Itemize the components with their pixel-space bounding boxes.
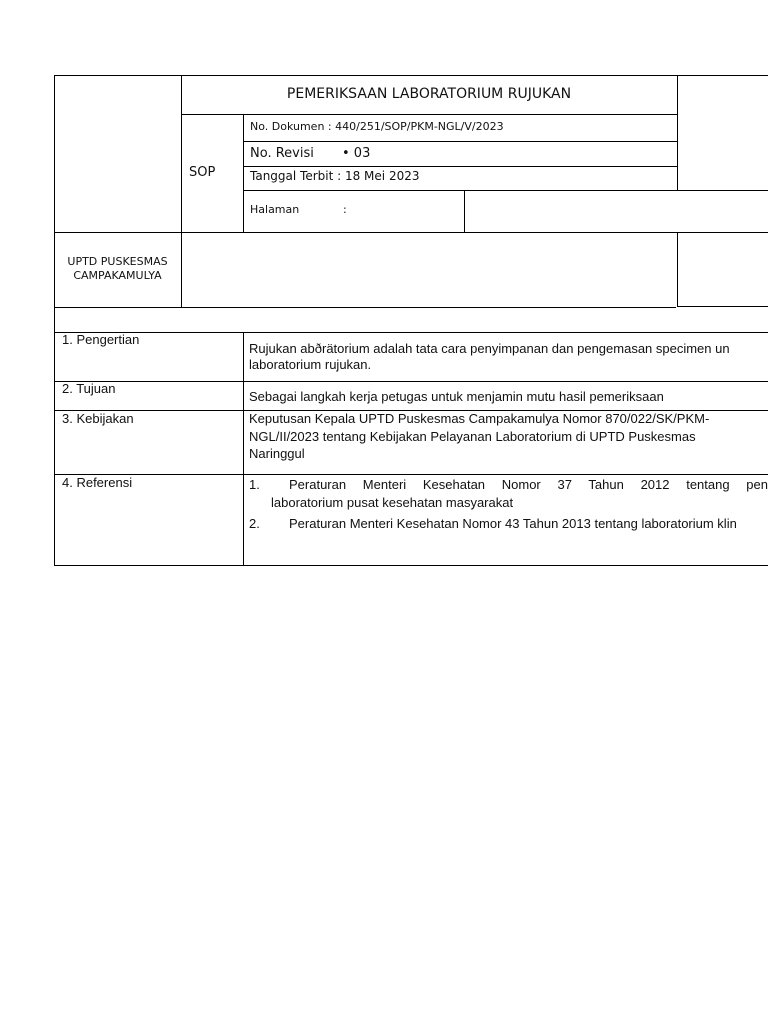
kebijakan-text-line1: Keputusan Kepala UPTD Puskesmas Campakamulya Nomor 870/022/SK/PKM-: [249, 411, 710, 426]
tanggal-row-divider: [243, 190, 768, 191]
logo-column-divider: [181, 75, 182, 308]
referensi-item-2-line1: Peraturan Menteri Kesehatan Nomor 43 Tahun 2013 tentang laboratorium klin: [289, 516, 737, 531]
halaman-label: Halaman: [250, 203, 300, 216]
org-row-divider: [54, 307, 676, 308]
kebijakan-text-line3: Naringgul: [249, 446, 305, 461]
right-column-divider-org: [677, 232, 678, 307]
referensi-item-1-line1: Peraturan Menteri Kesehatan Nomor 37 Tahun 2012 tentang pen: [289, 477, 768, 492]
kebijakan-row-divider: [54, 474, 768, 475]
referensi-item-1-line2: laboratorium pusat kesehatan masyarakat: [271, 495, 514, 510]
halaman-separator: :: [343, 203, 347, 216]
org-name-line2: CAMPAKAMULYA: [73, 269, 162, 282]
org-name-line1: UPTD PUSKESMAS: [67, 255, 168, 268]
org-row-divider-right: [677, 306, 768, 307]
right-column-divider-top: [677, 75, 678, 191]
pengertian-text-line2: laboratorium rujukan.: [249, 357, 372, 372]
kebijakan-label: 3. Kebijakan: [62, 411, 134, 426]
kebijakan-text-line2: NGL/II/2023 tentang Kebijakan Pelayanan Laboratorium di UPTD Puskesmas: [249, 429, 696, 444]
sop-label: SOP: [189, 165, 216, 180]
sop-column-divider: [243, 114, 244, 233]
referensi-item-1-number: 1.: [249, 477, 260, 492]
label-column-divider: [243, 332, 244, 566]
revisi-row-divider: [243, 166, 677, 167]
referensi-item-2-number: 2.: [249, 516, 260, 531]
spacer-row-divider: [54, 332, 768, 333]
tujuan-text: Sebagai langkah kerja petugas untuk menjamin mutu hasil pemeriksaan: [249, 389, 664, 404]
table-border-left: [54, 75, 55, 566]
table-border-top: [54, 75, 768, 76]
header-row-divider: [54, 232, 768, 233]
table-border-bottom: [54, 565, 768, 566]
pengertian-label: 1. Pengertian: [62, 332, 140, 347]
document-title: PEMERIKSAAN LABORATORIUM RUJUKAN: [286, 86, 572, 102]
tanggal-terbit: Tanggal Terbit : 18 Mei 2023: [250, 169, 420, 183]
halaman-column-divider: [464, 190, 465, 233]
title-row-divider: [181, 114, 677, 115]
no-revisi-value: • 03: [342, 146, 371, 161]
no-revisi-label: No. Revisi: [250, 146, 314, 161]
no-dokumen: No. Dokumen : 440/251/SOP/PKM-NGL/V/2023: [250, 120, 504, 133]
dokumen-row-divider: [243, 141, 677, 142]
pengertian-row-divider: [54, 381, 768, 382]
pengertian-text-line1: Rujukan abðrätorium adalah tata cara penyimpanan dan pengemasan specimen un: [249, 341, 730, 356]
referensi-label: 4. Referensi: [62, 475, 133, 490]
tujuan-label: 2. Tujuan: [62, 381, 116, 396]
